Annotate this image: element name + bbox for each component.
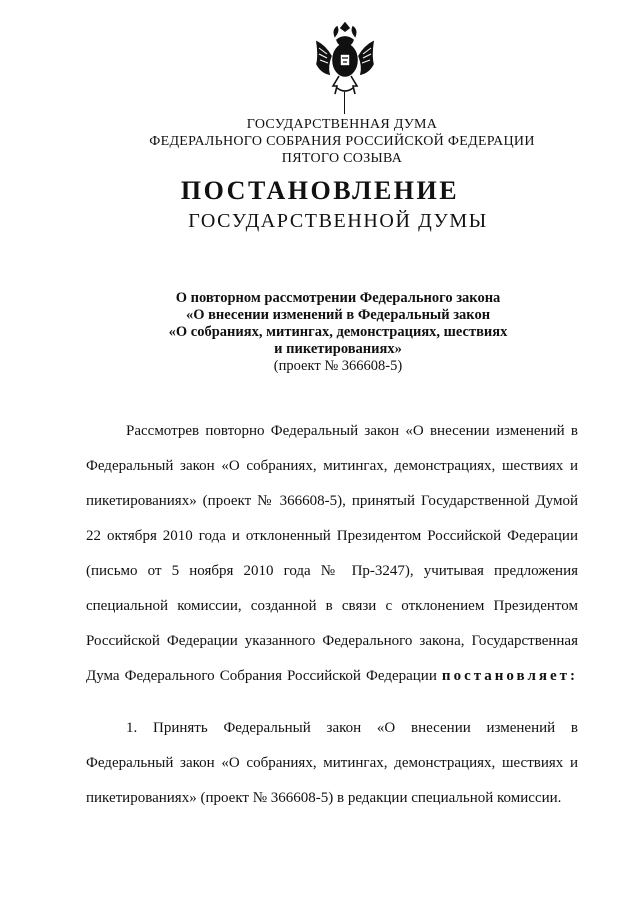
document-subtitle: ГОСУДАРСТВЕННОЙ ДУМЫ bbox=[188, 210, 488, 232]
preamble-line: Российской Федерации указанного Федерального закона, Государственная bbox=[86, 633, 578, 649]
preamble-last-line bbox=[86, 666, 578, 686]
resolution-subject bbox=[0, 290, 640, 375]
item-line: пикетированиях» (проект № 366608-5) в редакции специальной комиссии. bbox=[86, 790, 562, 806]
preamble-line: Рассмотрев повторно Федеральный закон «О внесении изменений в bbox=[126, 423, 578, 439]
resolves-word: постановляет: bbox=[441, 668, 578, 684]
preamble-line: специальной комиссии, созданной в связи с отклонением Президентом bbox=[86, 598, 578, 614]
emblem-stem bbox=[344, 92, 345, 114]
subject-line: и пикетированиях» bbox=[274, 341, 402, 357]
item-line: Федеральный закон «О собраниях, митингах, демонстрациях, шествиях и bbox=[86, 755, 578, 771]
preamble-line: (письмо от 5 ноября 2010 года № Пр-3247), учитывая предложения bbox=[86, 563, 578, 579]
header-duma: ГОСУДАРСТВЕННАЯ ДУМА bbox=[246, 117, 438, 132]
subject-line: «О внесении изменений в Федеральный закон bbox=[185, 307, 491, 323]
subject-line: «О собраниях, митингах, демонстрациях, шествиях bbox=[168, 324, 508, 340]
header-assembly: ФЕДЕРАЛЬНОГО СОБРАНИЯ РОССИЙСКОЙ ФЕДЕРАЦИИ bbox=[149, 134, 535, 149]
subject-line: О повторном рассмотрении Федерального закона bbox=[175, 290, 501, 306]
preamble-line: Дума Федерального Собрания Российской Федерации bbox=[86, 668, 437, 684]
preamble-line: Федеральный закон «О собраниях, митингах, демонстрациях, шествиях и bbox=[86, 458, 578, 474]
document-title: ПОСТАНОВЛЕНИЕ bbox=[180, 176, 460, 205]
item-line: 1. Принять Федеральный закон «О внесении изменений в bbox=[126, 720, 578, 736]
project-number: (проект № 366608-5) bbox=[273, 358, 403, 374]
coat-of-arms-icon bbox=[311, 22, 379, 104]
preamble-line: пикетированиях» (проект № 366608-5), принятый Государственной Думой bbox=[86, 493, 578, 509]
header-convocation: ПЯТОГО СОЗЫВА bbox=[281, 151, 403, 166]
preamble-line: 22 октября 2010 года и отклоненный Президентом Российской Федерации bbox=[86, 528, 578, 544]
